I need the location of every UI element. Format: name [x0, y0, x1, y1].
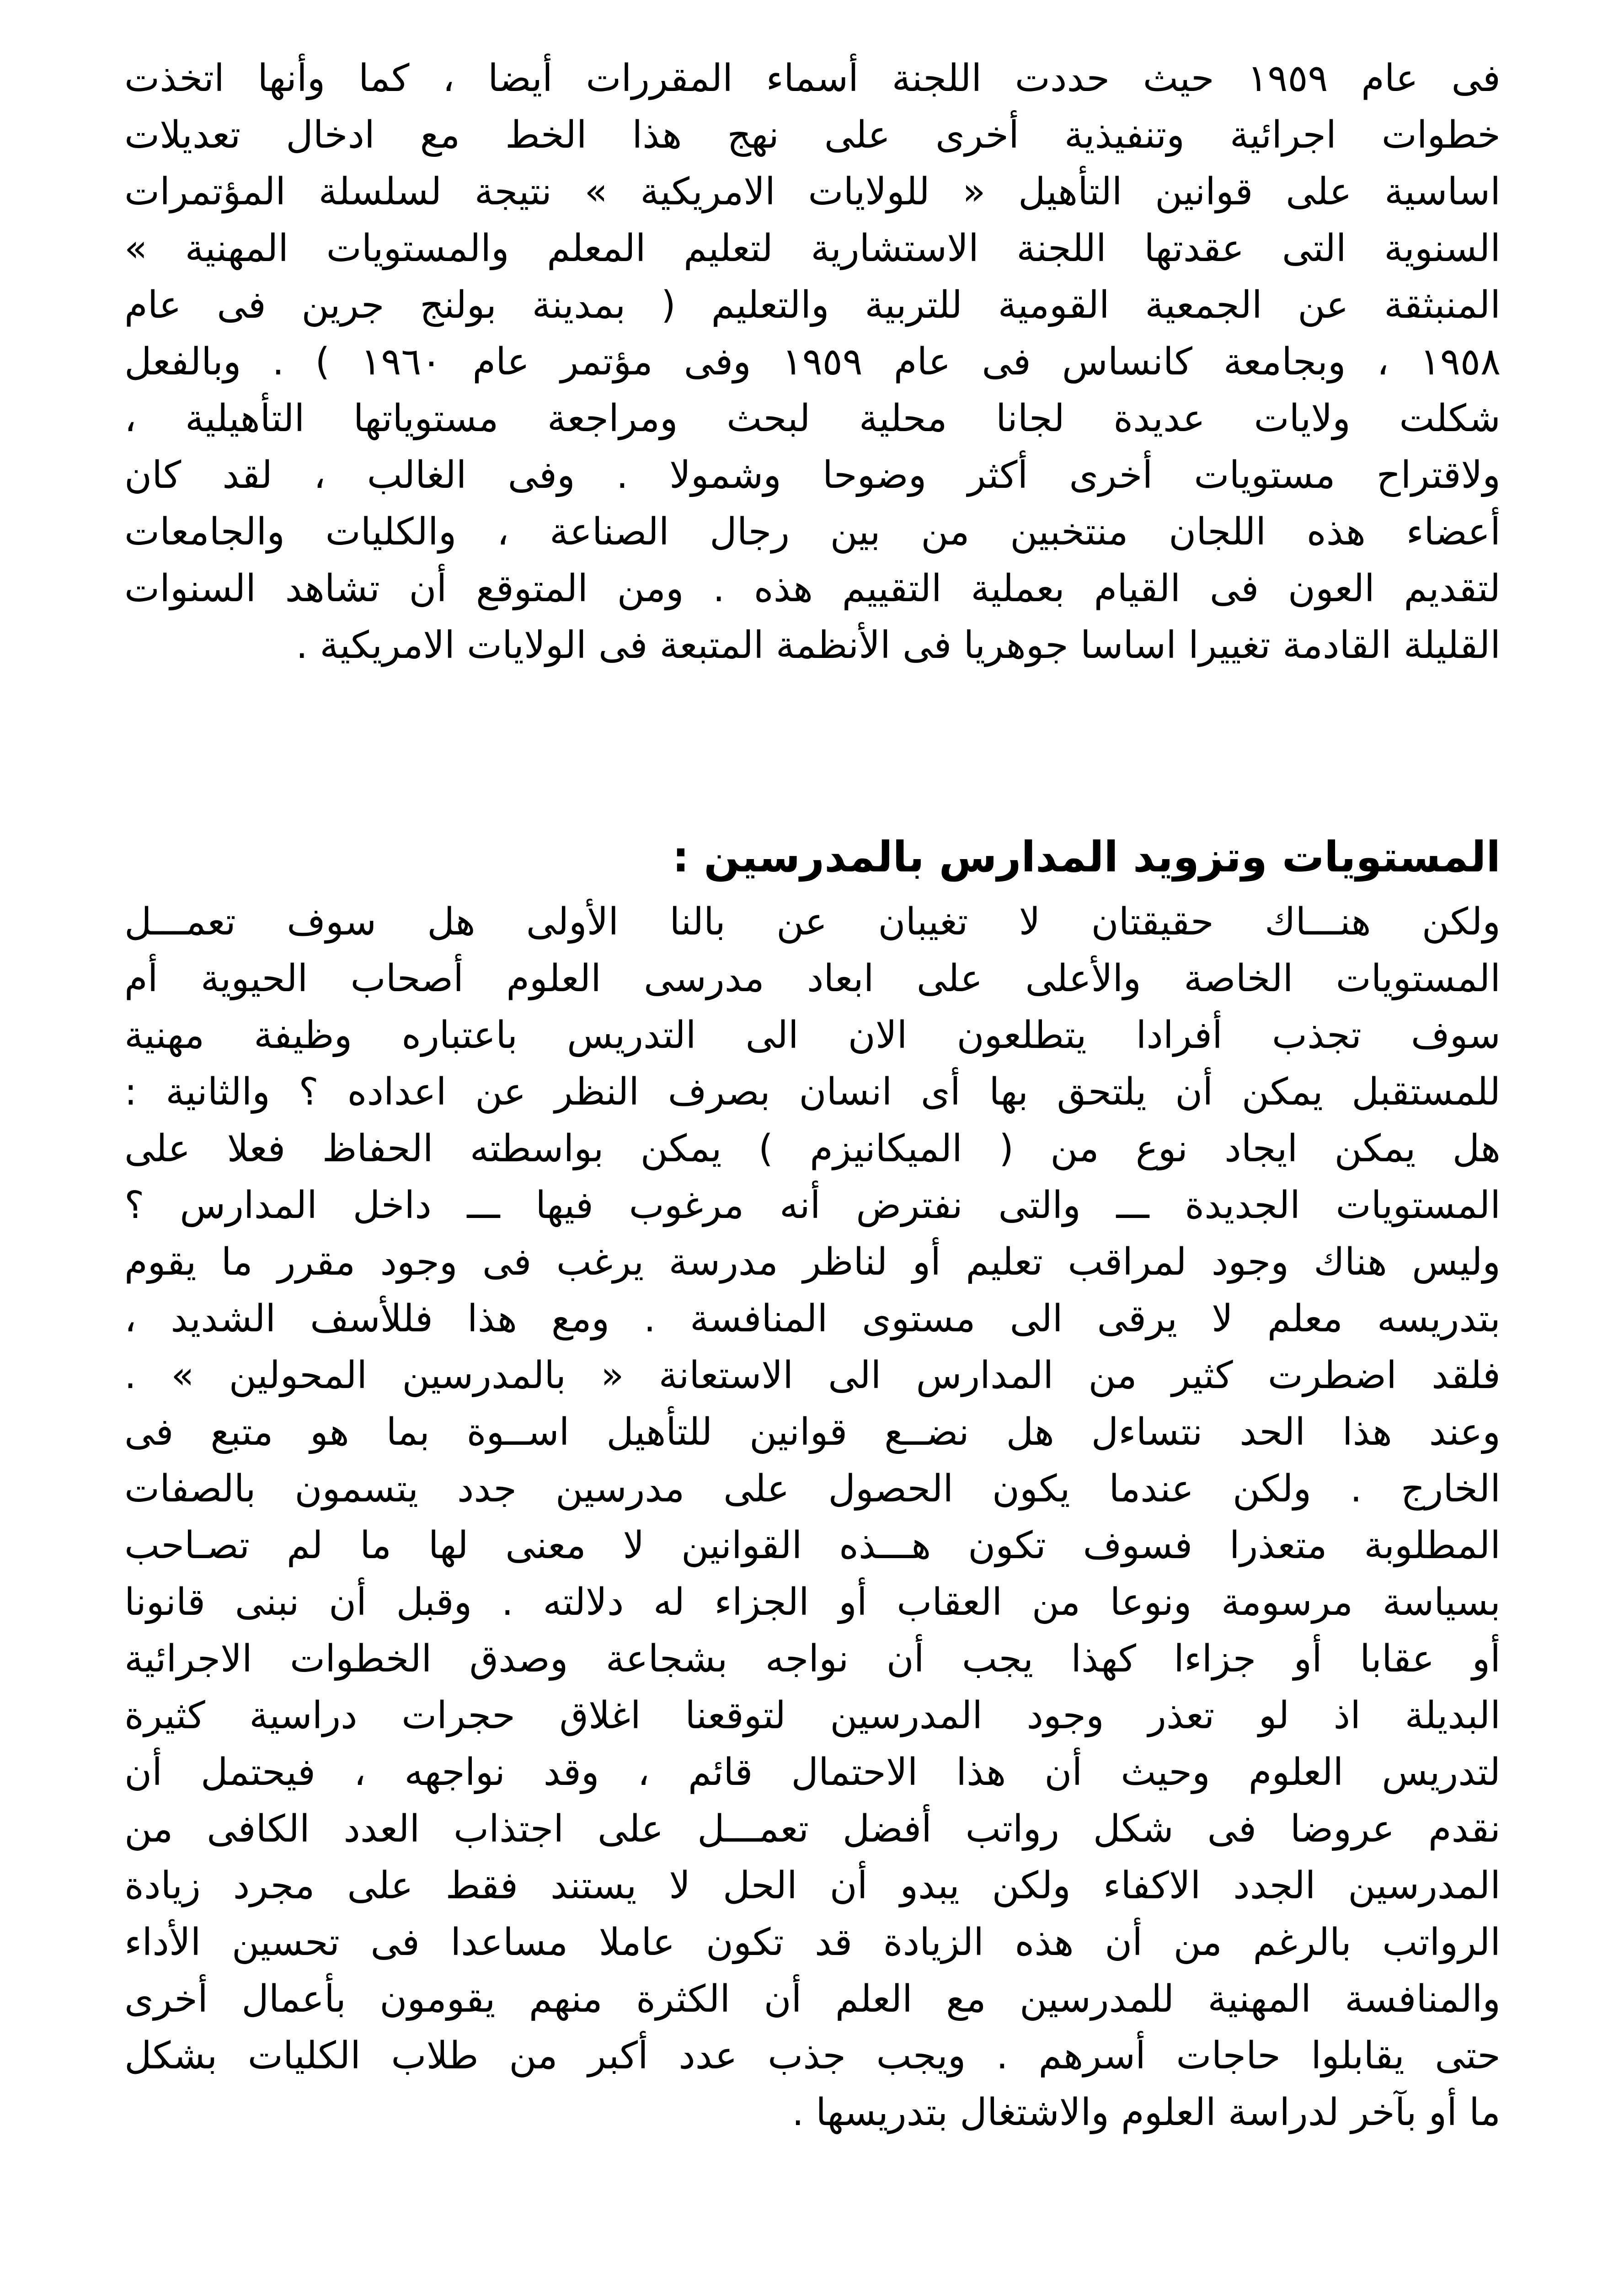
text-line: حتى يقابلوا حاجات أسرهم . ويجب جذب عدد أكبر من طلاب الكليات بشكل: [124, 2034, 1501, 2078]
text-line: فى عام ١٩٥٩ حيث حددت اللجنة أسماء المقررات أيضا ، كما وأنها اتخذت: [124, 57, 1501, 100]
text-line: أعضاء هذه اللجان منتخبين من بين رجال الصناعة ، والكليات والجامعات: [124, 510, 1501, 554]
text-line: ١٩٥٨ ، وبجامعة كانساس فى عام ١٩٥٩ وفى مؤتمر عام ١٩٦٠ ) . وبالفعل: [124, 340, 1501, 384]
text-line: المدرسين الجدد الاكفاء ولكن يبدو أن الحل لا يستند فقط على مجرد زيادة: [124, 1864, 1501, 1907]
text-line: فلقد اضطرت كثير من المدارس الى الاستعانة « بالمدرسين المحولين » .: [124, 1354, 1501, 1397]
text-line: أو عقابا أو جزاءا كهذا يجب أن نواجه بشجاعة وصدق الخطوات الاجرائية: [124, 1637, 1501, 1681]
section-heading: المستويات وتزويد المدارس بالمدرسين :: [672, 833, 1501, 881]
text-line: شكلت ولايات عديدة لجانا محلية لبحث ومراجعة مستوياتها التأهيلية ،: [124, 397, 1501, 440]
text-line: القليلة القادمة تغييرا اساسا جوهريا فى الأنظمة المتبعة فى الولايات الامريكية .: [296, 624, 1501, 667]
text-line: وعند هذا الحد نتساءل هل نضــع قوانين للتأهيل اســوة بما هو متبع فى: [124, 1410, 1501, 1454]
text-line: سوف تجذب أفرادا يتطلعون الان الى التدريس باعتباره وظيفة مهنية: [124, 1014, 1501, 1057]
text-line: ما أو بآخر لدراسة العلوم والاشتغال بتدريسها .: [792, 2091, 1501, 2134]
text-line: خطوات اجرائية وتنفيذية أخرى على نهج هذا الخط مع ادخال تعديلات: [124, 113, 1501, 157]
text-line: البديلة اذ لو تعذر وجود المدرسين لتوقعنا اغلاق حجرات دراسية كثيرة: [124, 1694, 1501, 1737]
text-line: المستويات الخاصة والأعلى على ابعاد مدرسى العلوم أصحاب الحيوية أم: [124, 957, 1501, 1000]
text-line: للمستقبل يمكن أن يلتحق بها أى انسان بصرف النظر عن اعداده ؟ والثانية :: [124, 1070, 1501, 1114]
text-line: والمنافسة المهنية للمدرسين مع العلم أن الكثرة منهم يقومون بأعمال أخرى: [124, 1977, 1501, 2021]
text-line: السنوية التى عقدتها اللجنة الاستشارية لتعليم المعلم والمستويات المهنية »: [124, 227, 1501, 270]
text-line: الخارج . ولكن عندما يكون الحصول على مدرسين جدد يتسمون بالصفات: [124, 1467, 1501, 1511]
text-line: نقدم عروضا فى شكل رواتب أفضل تعمـــل على اجتذاب العدد الكافى من: [124, 1807, 1501, 1851]
paragraph-standards: [124, 894, 1501, 2141]
text-line: وليس هناك وجود لمراقب تعليم أو لناظر مدرسة يرغب فى وجود مقرر ما يقوم: [124, 1240, 1501, 1284]
text-line: بسياسة مرسومة ونوعا من العقاب أو الجزاء له دلالته . وقبل أن نبنى قانونا: [124, 1581, 1501, 1624]
text-line: ولكن هنـــاك حقيقتان لا تغيبان عن بالنا الأولى هل سوف تعمـــل: [124, 900, 1501, 944]
text-line: ولاقتراح مستويات أخرى أكثر وضوحا وشمولا . وفى الغالب ، لقد كان: [124, 454, 1501, 497]
text-line: لتقديم العون فى القيام بعملية التقييم هذه . ومن المتوقع أن تشاهد السنوات: [124, 567, 1501, 610]
paragraph-regulations: [124, 50, 1501, 674]
text-line: لتدريس العلوم وحيث أن هذا الاحتمال قائم ، وقد نواجهه ، فيحتمل أن: [124, 1751, 1501, 1794]
text-line: المطلوبة متعذرا فسوف تكون هـــذه القوانين لا معنى لها ما لم تصـاحب: [124, 1524, 1501, 1567]
text-line: اساسية على قوانين التأهيل « للولايات الامريكية » نتيجة لسلسلة المؤتمرات: [124, 170, 1501, 214]
text-line: المستويات الجديدة ـــ والتى نفترض أنه مرغوب فيها ـــ داخل المدارس ؟: [124, 1184, 1501, 1227]
text-line: هل يمكن ايجاد نوع من ( الميكانيزم ) يمكن بواسطته الحفاظ فعلا على: [124, 1127, 1501, 1170]
text-line: بتدريسه معلم لا يرقى الى مستوى المنافسة . ومع هذا فللأسف الشديد ،: [124, 1297, 1501, 1341]
text-line: الرواتب بالرغم من أن هذه الزيادة قد تكون عاملا مساعدا فى تحسين الأداء: [124, 1921, 1501, 1964]
text-line: المنبثقة عن الجمعية القومية للتربية والتعليم ( بمدينة بولنج جرين فى عام: [124, 283, 1501, 327]
